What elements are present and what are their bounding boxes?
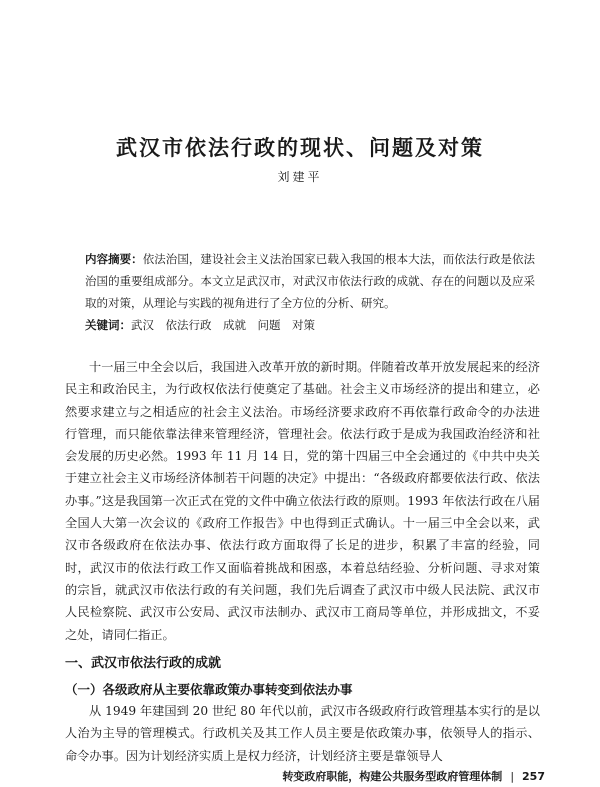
body-paragraph-2: 从 1949 年建国到 20 世纪 80 年代以前，武汉市各级政府行政管理基本实行的是以人治为主导的管理模式。行政机关及其工作人员主要是依政策办事，依领导人的指示、命令办事。因为计划经济实质上是权力经济，计划经济主要是靠领导人 xyxy=(65,704,540,763)
footer-separator: | xyxy=(510,770,515,783)
section-heading: 一、武汉市依法行政的成就 xyxy=(65,656,222,671)
body-paragraph-1: 十一届三中全会以后，我国进入改革开放的新时期。伴随着改革开放发展起来的经济民主和政治民主，为行政权依法行使奠定了基础。社会主义市场经济的提出和建立，必然要求建立与之相适应的社会主义法治。市场经济要求政府不再依靠行政命令的办法进行管理，而只能依靠法律来管理经济，管理社会。依法行政于是成为我国政治经济和社会发展的历史必然。1993 年 11 月 14 日，党的第十四届三中全会通过的《中共中央关于建立社会主义市场经济体制若干问题的决定》中提出：“各级政府都要依法行政、依法办事。”这是我国第一次正式在党的文件中确立依法行政的原则。1993 年依法行政在八届全国人大第一次会议的《政府工作报告》中也得到正式确认。十一届三中全会以来，武汉市各级政府在依法办事、依法行政方面取得了长足的进步，积累了丰富的经验，同时，武汉市的依法行政工作又面临着挑战和困惑，本着总结经验、分析问题、寻求对策的宗旨，就武汉市依法行政的有关问题，我们先后调查了武汉市中级人民法院、武汉市人民检察院、武汉市公安局、武汉市法制办、武汉市工商局等单位，并形成拙文，不妥之处，请同仁指正。 xyxy=(65,360,540,642)
keywords-label: 关键词： xyxy=(85,318,131,332)
abstract-text: 依法治国，建设社会主义法治国家已载入我国的根本大法，而依法行政是依法治国的重要组成部分。本文立足武汉市，对武汉市依法行政的成就、存在的问题以及应采取的对策，从理论与实践的视角进行了全方位的分析、研究。 xyxy=(85,252,536,310)
page-number: 257 xyxy=(522,770,545,783)
abstract-label: 内容摘要： xyxy=(85,252,143,266)
keywords xyxy=(85,314,535,336)
keywords-text: 武汉 依法行政 成就 问题 对策 xyxy=(131,318,315,332)
subsection-heading: （一）各级政府从主要依靠政策办事转变到依法办事 xyxy=(65,682,353,697)
page-footer xyxy=(0,768,545,784)
abstract xyxy=(85,248,535,314)
paper-title: 武汉市依法行政的现状、问题及对策 xyxy=(116,136,484,161)
author-name: 刘建平 xyxy=(277,170,323,184)
running-title: 转变政府职能，构建公共服务型政府管理体制 xyxy=(282,770,503,783)
